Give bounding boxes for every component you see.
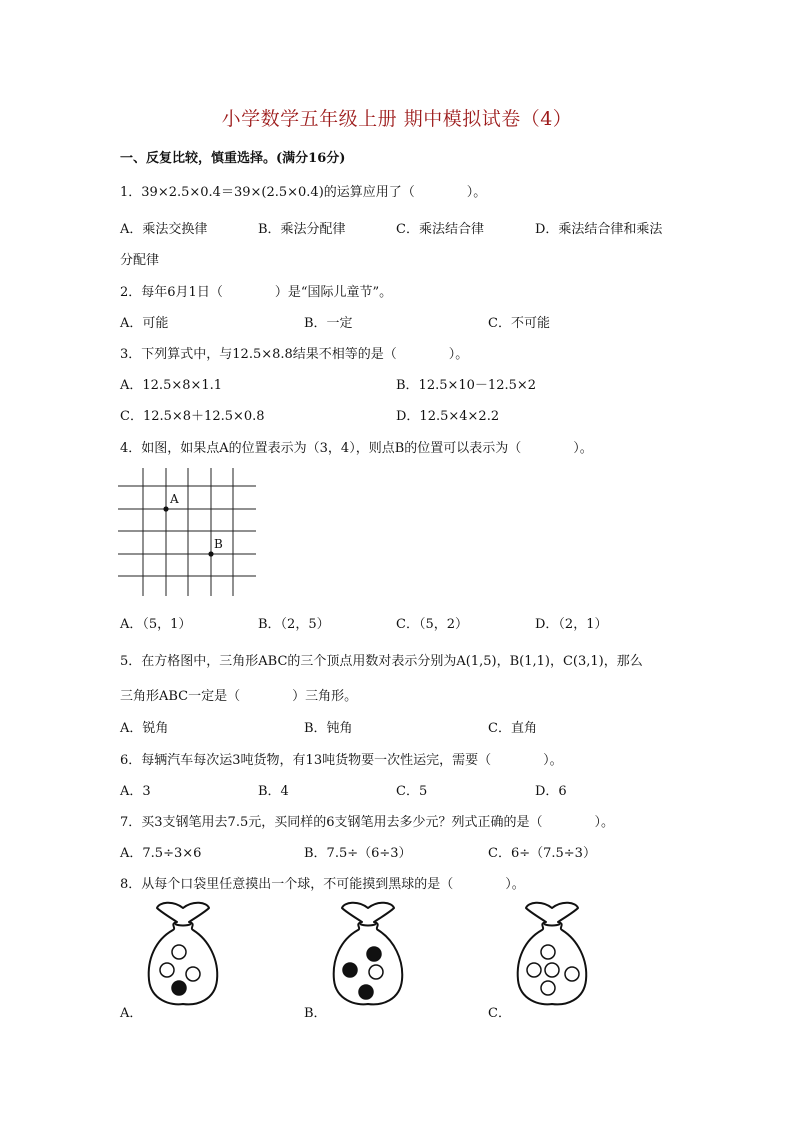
- question-1: 1．39×2.5×0.4＝39×(2.5×0.4)的运算应用了（ ）。: [120, 185, 487, 200]
- question-2: 2．每年6月1日（ ）是“国际儿童节”。: [120, 285, 393, 300]
- white-ball: [565, 967, 579, 981]
- q6-option-b[interactable]: B．4: [258, 784, 289, 799]
- coordinate-grid: [118, 468, 258, 598]
- bag-a: [143, 900, 223, 1008]
- question-8: 8．从每个口袋里任意摸出一个球，不可能摸到黑球的是（ ）。: [120, 877, 525, 892]
- black-ball: [367, 947, 381, 961]
- bag-b: [328, 900, 408, 1008]
- white-ball: [369, 965, 383, 979]
- black-ball: [359, 985, 373, 999]
- q1-option-d-continued: 分配律: [120, 253, 160, 268]
- q8-option-c[interactable]: C．: [488, 1006, 511, 1021]
- q4-option-a[interactable]: A．（5，1）: [120, 617, 192, 632]
- question-4: 4．如图，如果点A的位置表示为（3，4），则点B的位置可以表示为（ ）。: [120, 441, 593, 456]
- question-7: 7．买3支钢笔用去7.5元，买同样的6支钢笔用去多少元？列式正确的是（ ）。: [120, 815, 614, 830]
- q8-option-b[interactable]: B．: [304, 1006, 327, 1021]
- q2-option-c[interactable]: C．不可能: [488, 316, 550, 331]
- question-3: 3．下列算式中，与12.5×8.8结果不相等的是（ ）。: [120, 347, 469, 362]
- question-5: 5．在方格图中，三角形ABC的三个顶点用数对表示分别为A(1,5)，B(1,1)，C(3,1)，那么: [120, 654, 643, 669]
- q2-option-a[interactable]: A．可能: [120, 316, 169, 331]
- page-title: 小学数学五年级上册 期中模拟试卷（4）: [221, 108, 573, 130]
- q3-option-a[interactable]: A．12.5×8×1.1: [120, 378, 223, 393]
- question-6: 6．每辆汽车每次运3吨货物，有13吨货物要一次性运完，需要（ ）。: [120, 753, 563, 768]
- q3-option-b[interactable]: B．12.5×10－12.5×2: [396, 378, 537, 393]
- white-ball: [541, 981, 555, 995]
- q7-option-a[interactable]: A．7.5÷3×6: [120, 846, 202, 861]
- white-ball: [545, 963, 559, 977]
- q6-option-d[interactable]: D．6: [535, 784, 567, 799]
- q6-option-c[interactable]: C．5: [396, 784, 428, 799]
- q4-option-c[interactable]: C．（5，2）: [396, 617, 468, 632]
- q6-option-a[interactable]: A．3: [120, 784, 151, 799]
- q5-option-a[interactable]: A．锐角: [120, 721, 169, 736]
- section-heading: 一、反复比较，慎重选择。(满分16分): [120, 151, 346, 166]
- q3-option-c[interactable]: C．12.5×8＋12.5×0.8: [120, 409, 265, 424]
- q4-option-b[interactable]: B．（2，5）: [258, 617, 330, 632]
- black-ball: [172, 981, 186, 995]
- q3-option-d[interactable]: D．12.5×4×2.2: [396, 409, 500, 424]
- q1-option-b[interactable]: B．乘法分配律: [258, 222, 346, 237]
- q5-option-c[interactable]: C．直角: [488, 721, 537, 736]
- q7-option-c[interactable]: C．6÷（7.5÷3）: [488, 846, 596, 861]
- point-a-dot: [163, 506, 168, 511]
- white-ball: [527, 963, 541, 977]
- q7-option-b[interactable]: B．7.5÷（6÷3）: [304, 846, 412, 861]
- q8-option-a[interactable]: A．: [120, 1006, 143, 1021]
- q2-option-b[interactable]: B．一定: [304, 316, 353, 331]
- question-5-continued: 三角形ABC一定是（ ）三角形。: [120, 689, 358, 704]
- white-ball: [160, 963, 174, 977]
- white-ball: [541, 945, 555, 959]
- white-ball: [172, 945, 186, 959]
- black-ball: [343, 963, 357, 977]
- white-ball: [186, 967, 200, 981]
- q4-option-d[interactable]: D．（2，1）: [535, 617, 608, 632]
- point-b-label: B: [214, 537, 223, 551]
- point-b-dot: [208, 551, 213, 556]
- point-a-label: A: [170, 492, 179, 506]
- q5-option-b[interactable]: B．钝角: [304, 721, 353, 736]
- q1-option-c[interactable]: C．乘法结合律: [396, 222, 484, 237]
- q1-option-a[interactable]: A．乘法交换律: [120, 222, 208, 237]
- q1-option-d[interactable]: D．乘法结合律和乘法: [535, 222, 663, 237]
- bag-c: [512, 900, 592, 1008]
